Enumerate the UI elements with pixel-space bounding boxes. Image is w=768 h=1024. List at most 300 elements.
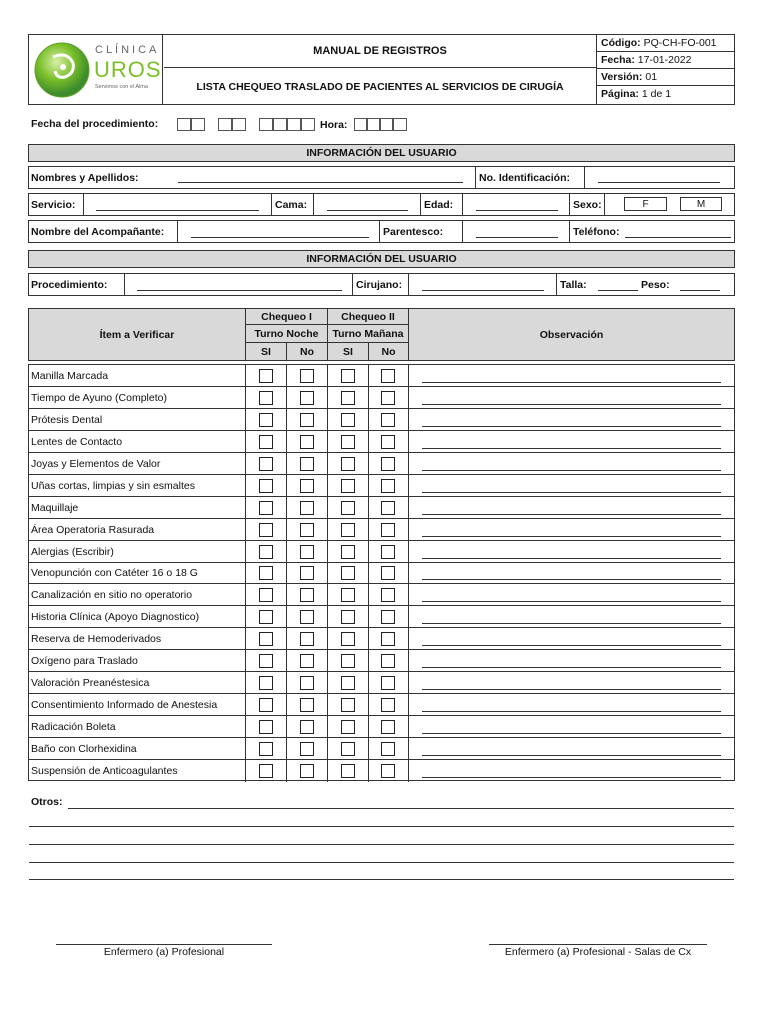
checklist-row	[29, 738, 734, 760]
check-si-noche-checkbox[interactable]	[259, 545, 273, 559]
checklist-col-divider	[245, 628, 246, 650]
edad-label: Edad:	[424, 199, 454, 211]
observacion-input[interactable]	[422, 404, 721, 405]
checklist-col-divider	[408, 453, 409, 475]
check-no-noche-checkbox[interactable]	[300, 632, 314, 646]
checklist-col-divider	[327, 453, 328, 475]
check-si-noche-checkbox[interactable]	[259, 523, 273, 537]
check-si-manana-checkbox[interactable]	[341, 501, 355, 515]
checklist-col-divider	[368, 519, 369, 541]
check-si-noche-checkbox[interactable]	[259, 742, 273, 756]
checklist-col-divider	[368, 584, 369, 606]
cirujano-divider-left	[352, 273, 353, 296]
check-no-noche-checkbox[interactable]	[300, 698, 314, 712]
check-no-manana-checkbox[interactable]	[381, 742, 395, 756]
observacion-input[interactable]	[422, 777, 721, 778]
checklist-col-divider	[408, 365, 409, 387]
checklist-col-divider	[327, 738, 328, 760]
date-day-box-2[interactable]	[191, 118, 205, 131]
servicio-divider	[83, 193, 84, 216]
hora-box-1[interactable]	[354, 118, 367, 131]
sexo-f-label: F	[642, 198, 649, 210]
edad-divider-left	[420, 193, 421, 216]
sexo-m-label: M	[696, 198, 706, 210]
check-si-manana-checkbox[interactable]	[341, 764, 355, 778]
checklist-col-divider	[245, 475, 246, 497]
checklist-row	[29, 606, 734, 628]
sexo-m-box[interactable]	[680, 197, 722, 211]
edad-input[interactable]	[476, 210, 558, 211]
fecha-row	[597, 52, 734, 69]
identificacion-label: No. Identificación:	[479, 172, 571, 184]
hora-box-4[interactable]	[393, 118, 407, 131]
checklist-col-divider	[408, 606, 409, 628]
checklist-col-divider	[368, 409, 369, 431]
checklist-col-divider	[368, 738, 369, 760]
checklist-item-label: Uñas cortas, limpias y sin esmaltes	[31, 479, 195, 492]
otros-label: Otros:	[31, 796, 63, 808]
check-si-noche-checkbox[interactable]	[259, 654, 273, 668]
check-no-noche-checkbox[interactable]	[300, 391, 314, 405]
checklist-row	[29, 672, 734, 694]
checklist-col-divider	[327, 497, 328, 519]
check-no-noche-checkbox[interactable]	[300, 720, 314, 734]
item-header-label: Ítem a Verificar	[99, 328, 175, 341]
sexo-divider-right	[604, 193, 605, 216]
telefono-divider	[569, 220, 570, 243]
checklist-col-divider	[245, 541, 246, 563]
checklist-col-divider	[368, 672, 369, 694]
check-si-manana-checkbox[interactable]	[341, 676, 355, 690]
checklist-col-divider	[408, 628, 409, 650]
observacion-header	[409, 309, 734, 360]
checklist-col-divider	[368, 475, 369, 497]
sexo-f-box[interactable]	[624, 197, 667, 211]
check-si-noche-checkbox[interactable]	[259, 764, 273, 778]
check-no-manana-checkbox[interactable]	[381, 610, 395, 624]
logo-clinica-text: CLÍNICA	[95, 44, 160, 56]
check-no-noche-checkbox[interactable]	[300, 501, 314, 515]
check-no-noche-checkbox[interactable]	[300, 457, 314, 471]
check-no-noche-checkbox[interactable]	[300, 588, 314, 602]
check-si-noche-checkbox[interactable]	[259, 391, 273, 405]
check-no-noche-checkbox[interactable]	[300, 676, 314, 690]
si1-header	[246, 343, 286, 360]
checklist-row	[29, 365, 734, 387]
checklist-body	[28, 364, 735, 781]
checklist-col-divider	[368, 563, 369, 585]
observacion-input[interactable]	[422, 448, 721, 449]
sexo-label: Sexo:	[573, 199, 602, 211]
check-no-noche-checkbox[interactable]	[300, 764, 314, 778]
codigo-row	[597, 35, 734, 52]
observacion-input[interactable]	[422, 558, 721, 559]
checklist-col-divider	[286, 453, 287, 475]
check-no-noche-checkbox[interactable]	[300, 369, 314, 383]
observacion-input[interactable]	[422, 536, 721, 537]
checklist-col-divider	[286, 672, 287, 694]
nombres-input[interactable]	[178, 182, 463, 183]
checklist-row	[29, 497, 734, 519]
checklist-row	[29, 628, 734, 650]
checklist-col-divider	[286, 475, 287, 497]
checklist-item-label: Tiempo de Ayuno (Completo)	[31, 391, 167, 404]
check-si-manana-checkbox[interactable]	[341, 523, 355, 537]
checklist-col-divider	[327, 760, 328, 782]
check-no-manana-checkbox[interactable]	[381, 566, 395, 580]
checklist-item-label: Baño con Clorhexidina	[31, 743, 137, 756]
checklist-row	[29, 650, 734, 672]
checklist-col-divider	[286, 738, 287, 760]
version-value: 01	[645, 71, 658, 83]
observacion-input[interactable]	[422, 755, 721, 756]
codigo-value: PQ-CH-FO-001	[643, 37, 717, 49]
check-si-noche-checkbox[interactable]	[259, 698, 273, 712]
nombres-divider	[475, 166, 476, 189]
hora-box-2[interactable]	[367, 118, 380, 131]
chequeo1-label: Chequeo I	[261, 310, 312, 323]
checklist-item-label: Lentes de Contacto	[31, 435, 123, 448]
checklist-col-divider	[408, 694, 409, 716]
manual-title: MANUAL DE REGISTROS	[313, 45, 447, 57]
check-si-noche-checkbox[interactable]	[259, 369, 273, 383]
checklist-col-divider	[245, 760, 246, 782]
otros-input-5[interactable]	[29, 879, 734, 880]
checklist-col-divider	[286, 541, 287, 563]
check-no-manana-checkbox[interactable]	[381, 457, 395, 471]
otros-input-2[interactable]	[29, 826, 734, 827]
checklist-row	[29, 453, 734, 475]
check-si-manana-checkbox[interactable]	[341, 391, 355, 405]
check-no-noche-checkbox[interactable]	[300, 479, 314, 493]
observacion-input[interactable]	[422, 579, 721, 580]
cirujano-divider-right	[408, 273, 409, 296]
cama-divider-right	[313, 193, 314, 216]
checklist-col-divider	[368, 628, 369, 650]
chequeo2-label: Chequeo II	[341, 310, 395, 323]
check-si-manana-checkbox[interactable]	[341, 632, 355, 646]
checklist-col-divider	[245, 387, 246, 409]
servicio-label: Servicio:	[31, 199, 76, 211]
checklist-col-divider	[327, 584, 328, 606]
signature-label-right: Enfermero (a) Profesional - Salas de Cx	[504, 946, 692, 958]
check-no-manana-checkbox[interactable]	[381, 654, 395, 668]
cama-label: Cama:	[275, 199, 308, 211]
checklist-col-divider	[368, 453, 369, 475]
check-si-noche-checkbox[interactable]	[259, 479, 273, 493]
parentesco-divider-left	[379, 220, 380, 243]
checklist-col-divider	[408, 563, 409, 585]
check-no-noche-checkbox[interactable]	[300, 413, 314, 427]
section1-title-bar	[28, 144, 735, 162]
check-si-noche-checkbox[interactable]	[259, 610, 273, 624]
observacion-input[interactable]	[422, 645, 721, 646]
checklist-col-divider	[408, 541, 409, 563]
cama-divider-left	[271, 193, 272, 216]
check-si-noche-checkbox[interactable]	[259, 720, 273, 734]
checklist-item-label: Oxígeno para Traslado	[31, 655, 138, 668]
check-no-noche-checkbox[interactable]	[300, 654, 314, 668]
acompanante-label: Nombre del Acompañante:	[31, 226, 165, 238]
no2-label: No	[381, 345, 396, 358]
servicio-input[interactable]	[96, 210, 259, 211]
manual-title-cell	[164, 35, 596, 68]
signature-line-right[interactable]	[489, 944, 707, 945]
observacion-input[interactable]	[422, 667, 721, 668]
checklist-col-divider	[408, 738, 409, 760]
logo-uros-text: UROS	[94, 57, 162, 82]
checklist-col-divider	[408, 475, 409, 497]
check-si-noche-checkbox[interactable]	[259, 413, 273, 427]
acompanante-input[interactable]	[191, 237, 369, 238]
check-si-manana-checkbox[interactable]	[341, 588, 355, 602]
observacion-input[interactable]	[422, 711, 721, 712]
checklist-col-divider	[368, 760, 369, 782]
logo-tagline: Servimos con el Alma	[95, 84, 148, 90]
checklist-row	[29, 541, 734, 563]
observacion-input[interactable]	[422, 426, 721, 427]
acompanante-divider	[177, 220, 178, 243]
check-si-noche-checkbox[interactable]	[259, 632, 273, 646]
checklist-col-divider	[245, 519, 246, 541]
check-si-noche-checkbox[interactable]	[259, 676, 273, 690]
checklist-col-divider	[245, 738, 246, 760]
check-si-manana-checkbox[interactable]	[341, 369, 355, 383]
checklist-col-divider	[408, 519, 409, 541]
signature-label-left: Enfermero (a) Profesional	[103, 946, 225, 958]
check-si-manana-checkbox[interactable]	[341, 742, 355, 756]
hora-box-3[interactable]	[380, 118, 393, 131]
date-year-box-4[interactable]	[301, 118, 315, 131]
check-no-manana-checkbox[interactable]	[381, 413, 395, 427]
checklist-item-label: Maquillaje	[31, 501, 79, 514]
peso-input[interactable]	[680, 290, 720, 291]
check-no-manana-checkbox[interactable]	[381, 676, 395, 690]
check-no-manana-checkbox[interactable]	[381, 632, 395, 646]
check-no-manana-checkbox[interactable]	[381, 391, 395, 405]
otros-input-1[interactable]	[68, 808, 734, 809]
check-no-manana-checkbox[interactable]	[381, 720, 395, 734]
checklist-col-divider	[286, 650, 287, 672]
checklist-item-label: Manilla Marcada	[31, 369, 109, 382]
checklist-col-divider	[327, 650, 328, 672]
section2-title: INFORMACIÓN DEL USUARIO	[306, 253, 457, 265]
checklist-col-divider	[408, 497, 409, 519]
observacion-input[interactable]	[422, 492, 721, 493]
observacion-input[interactable]	[422, 514, 721, 515]
chequeo1-header	[246, 309, 327, 324]
check-no-manana-checkbox[interactable]	[381, 479, 395, 493]
codigo-label: Código:	[601, 37, 641, 49]
checklist-col-divider	[286, 694, 287, 716]
checklist-col-divider	[327, 431, 328, 453]
identificacion-divider	[584, 166, 585, 189]
check-si-manana-checkbox[interactable]	[341, 566, 355, 580]
checklist-col-divider	[327, 519, 328, 541]
checklist-item-label: Suspensión de Anticoagulantes	[31, 765, 178, 778]
checklist-col-divider	[286, 497, 287, 519]
check-si-manana-checkbox[interactable]	[341, 413, 355, 427]
nombres-label: Nombres y Apellidos:	[31, 172, 139, 184]
check-si-noche-checkbox[interactable]	[259, 566, 273, 580]
chequeo2-header	[328, 309, 408, 324]
otros-input-4[interactable]	[29, 862, 734, 863]
check-no-noche-checkbox[interactable]	[300, 610, 314, 624]
check-no-noche-checkbox[interactable]	[300, 523, 314, 537]
turno2-label: Turno Mañana	[332, 327, 404, 340]
check-si-manana-checkbox[interactable]	[341, 545, 355, 559]
observacion-input[interactable]	[422, 601, 721, 602]
checklist-col-divider	[408, 760, 409, 782]
section1-title: INFORMACIÓN DEL USUARIO	[306, 147, 457, 159]
parentesco-input[interactable]	[476, 237, 558, 238]
checklist-col-divider	[327, 672, 328, 694]
pagina-label: Página:	[601, 88, 639, 100]
observacion-input[interactable]	[422, 689, 721, 690]
check-no-noche-checkbox[interactable]	[300, 435, 314, 449]
checklist-col-divider	[327, 365, 328, 387]
telefono-label: Teléfono:	[573, 226, 620, 238]
check-no-noche-checkbox[interactable]	[300, 545, 314, 559]
checklist-col-divider	[286, 365, 287, 387]
checklist-item-label: Área Operatoria Rasurada	[31, 523, 155, 536]
turno1-label: Turno Noche	[254, 327, 319, 340]
check-no-manana-checkbox[interactable]	[381, 501, 395, 515]
check-no-manana-checkbox[interactable]	[381, 588, 395, 602]
observacion-input[interactable]	[422, 623, 721, 624]
observacion-input[interactable]	[422, 470, 721, 471]
observacion-input[interactable]	[422, 733, 721, 734]
checklist-col-divider	[286, 563, 287, 585]
date-day-box-1[interactable]	[177, 118, 191, 131]
pagina-value: 1 de 1	[641, 88, 672, 100]
checklist-col-divider	[286, 431, 287, 453]
check-no-manana-checkbox[interactable]	[381, 545, 395, 559]
talla-input[interactable]	[598, 290, 638, 291]
checklist-col-divider	[245, 716, 246, 738]
check-si-noche-checkbox[interactable]	[259, 501, 273, 515]
checklist-col-divider	[368, 694, 369, 716]
check-si-manana-checkbox[interactable]	[341, 479, 355, 493]
checklist-item-label: Valoración Preanéstesica	[31, 677, 150, 690]
check-si-manana-checkbox[interactable]	[341, 457, 355, 471]
check-si-noche-checkbox[interactable]	[259, 457, 273, 471]
check-si-manana-checkbox[interactable]	[341, 654, 355, 668]
check-no-noche-checkbox[interactable]	[300, 742, 314, 756]
no1-label: No	[300, 345, 314, 358]
checklist-col-divider	[327, 475, 328, 497]
check-no-manana-checkbox[interactable]	[381, 698, 395, 712]
checklist-item-label: Reserva de Hemoderivados	[31, 633, 162, 646]
checklist-col-divider	[368, 650, 369, 672]
pagina-row	[597, 86, 734, 103]
check-no-manana-checkbox[interactable]	[381, 435, 395, 449]
check-si-noche-checkbox[interactable]	[259, 435, 273, 449]
checklist-col-divider	[245, 365, 246, 387]
signature-line-left[interactable]	[56, 944, 272, 945]
checklist-item-label: Venopunción con Catéter 16 o 18 G	[31, 567, 198, 580]
checklist-col-divider	[368, 716, 369, 738]
date-year-box-1[interactable]	[259, 118, 273, 131]
logo-area	[29, 35, 163, 104]
no2-header	[369, 343, 408, 360]
date-month-box-1[interactable]	[218, 118, 232, 131]
cama-input[interactable]	[327, 210, 408, 211]
check-no-manana-checkbox[interactable]	[381, 764, 395, 778]
check-si-manana-checkbox[interactable]	[341, 435, 355, 449]
si2-label: SI	[343, 345, 353, 358]
checklist-row	[29, 563, 734, 585]
telefono-input[interactable]	[625, 237, 731, 238]
check-no-manana-checkbox[interactable]	[381, 523, 395, 537]
checklist-col-divider	[327, 387, 328, 409]
checklist-col-divider	[368, 497, 369, 519]
checklist-row	[29, 409, 734, 431]
form-title-cell	[164, 69, 596, 104]
checklist-row	[29, 584, 734, 606]
edad-divider-right	[462, 193, 463, 216]
checklist-col-divider	[327, 606, 328, 628]
check-si-manana-checkbox[interactable]	[341, 610, 355, 624]
si2-header	[328, 343, 368, 360]
checklist-col-divider	[408, 584, 409, 606]
checklist-row	[29, 519, 734, 541]
sexo-divider	[569, 193, 570, 216]
checklist-col-divider	[286, 760, 287, 782]
checklist-col-divider	[368, 606, 369, 628]
checklist-col-divider	[286, 387, 287, 409]
check-si-manana-checkbox[interactable]	[341, 698, 355, 712]
checklist-col-divider	[245, 431, 246, 453]
checklist-col-divider	[245, 650, 246, 672]
cirujano-input[interactable]	[422, 290, 544, 291]
no1-header	[287, 343, 327, 360]
checklist-col-divider	[327, 694, 328, 716]
checklist-col-divider	[408, 672, 409, 694]
form-title: LISTA CHEQUEO TRASLADO DE PACIENTES AL SERVICIOS DE CIRUGÍA	[196, 80, 564, 93]
checklist-col-divider	[368, 431, 369, 453]
check-no-noche-checkbox[interactable]	[300, 566, 314, 580]
observacion-input[interactable]	[422, 382, 721, 383]
checklist-item-label: Alergias (Escribir)	[31, 545, 114, 558]
identificacion-input[interactable]	[598, 182, 720, 183]
checklist-col-divider	[286, 519, 287, 541]
otros-input-3[interactable]	[29, 844, 734, 845]
checklist-col-divider	[327, 563, 328, 585]
checklist-row	[29, 760, 734, 782]
checklist-col-divider	[368, 387, 369, 409]
checklist-col-divider	[245, 563, 246, 585]
checklist-item-label: Joyas y Elementos de Valor	[31, 457, 161, 470]
parentesco-divider-right	[462, 220, 463, 243]
date-year-box-2[interactable]	[273, 118, 287, 131]
checklist-item-label: Prótesis Dental	[31, 413, 103, 426]
check-si-noche-checkbox[interactable]	[259, 588, 273, 602]
date-month-box-2[interactable]	[232, 118, 246, 131]
parentesco-label: Parentesco:	[383, 226, 444, 238]
peso-label: Peso:	[641, 279, 670, 291]
check-no-manana-checkbox[interactable]	[381, 369, 395, 383]
procedimiento-input[interactable]	[137, 290, 342, 291]
checklist-item-label: Radicación Boleta	[31, 721, 116, 734]
fecha-label: Fecha:	[601, 54, 635, 66]
checklist-row	[29, 475, 734, 497]
date-year-box-3[interactable]	[287, 118, 301, 131]
fecha-procedimiento-label: Fecha del procedimiento:	[31, 118, 159, 130]
check-si-manana-checkbox[interactable]	[341, 720, 355, 734]
si1-label: SI	[261, 345, 271, 358]
checklist-col-divider	[327, 541, 328, 563]
